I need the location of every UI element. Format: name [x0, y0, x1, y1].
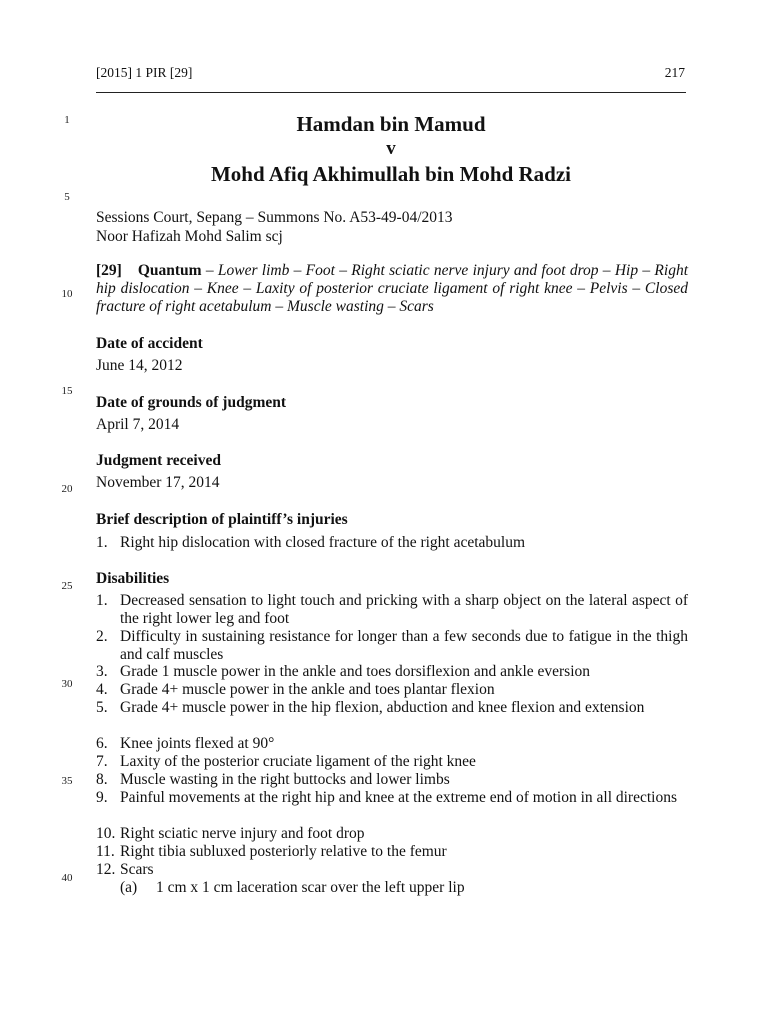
page-number: 217 — [664, 65, 685, 80]
court-line: Sessions Court, Sepang – Summons No. A53-49-04/2013 — [96, 209, 453, 226]
quantum-text: – Lower limb – Foot – Right sciatic nerve injury and foot drop – Hip – Right hip dislocation – Knee – Laxity of posterior cruciate ligament of right knee – Pelvis – Closed fracture of right acetabulum – Muscle wasting – Scars — [96, 262, 688, 315]
grounds-date: April 7, 2014 — [96, 416, 180, 433]
case-versus: v — [386, 138, 396, 159]
sub-list-item — [120, 879, 465, 897]
list-item-text: Knee joints flexed at 90° — [120, 735, 275, 752]
list-item-text: Laxity of the posterior cruciate ligament of the right knee — [120, 753, 476, 770]
list-item — [96, 699, 688, 717]
line-number: 35 — [61, 775, 73, 787]
list-item — [96, 753, 688, 771]
list-item-number: 7. — [96, 753, 108, 770]
case-reference: [29] — [96, 262, 122, 279]
list-item-text: Right tibia subluxed posteriorly relative to the femur — [120, 843, 447, 860]
quantum-label: Quantum — [137, 262, 202, 279]
received-date: November 17, 2014 — [96, 474, 220, 491]
list-item-text: Scars — [120, 861, 154, 878]
list-item-number: 9. — [96, 789, 108, 806]
list-item-text: Right sciatic nerve injury and foot drop — [120, 825, 365, 842]
list-item — [96, 825, 688, 843]
list-item — [96, 628, 688, 664]
list-item — [96, 663, 688, 681]
catchwords — [96, 262, 688, 316]
list-item-text: Painful movements at the right hip and knee at the extreme end of motion in all directions — [120, 789, 677, 806]
line-number: 10 — [61, 288, 73, 300]
line-number: 20 — [61, 483, 73, 495]
list-item-number: 8. — [96, 771, 108, 788]
disabilities-heading: Disabilities — [96, 570, 170, 587]
list-item — [96, 861, 688, 879]
list-item — [96, 681, 688, 699]
list-item-number: 11. — [96, 843, 115, 860]
injuries-heading: Brief description of plaintiff’s injuries — [96, 511, 348, 528]
received-heading: Judgment received — [96, 452, 221, 469]
list-item — [96, 789, 688, 807]
grounds-heading: Date of grounds of judgment — [96, 394, 287, 411]
list-item-text: Difficulty in sustaining resistance for longer than a few seconds due to fatigue in the thigh and calf muscles — [120, 628, 688, 663]
accident-heading: Date of accident — [96, 335, 203, 352]
case-plaintiff: Hamdan bin Mamud — [296, 112, 486, 136]
accident-date: June 14, 2012 — [96, 357, 183, 374]
list-item-text: Grade 4+ muscle power in the ankle and toes plantar flexion — [120, 681, 495, 698]
case-defendant: Mohd Afiq Akhimullah bin Mohd Radzi — [210, 162, 572, 186]
line-number: 30 — [61, 678, 73, 690]
line-number: 40 — [61, 872, 73, 884]
list-item-number: 4. — [96, 681, 108, 698]
list-item-text: Muscle wasting in the right buttocks and lower limbs — [120, 771, 450, 788]
line-number: 25 — [61, 580, 73, 592]
list-item — [96, 592, 688, 628]
list-item — [96, 771, 688, 789]
judge-line: Noor Hafizah Mohd Salim scj — [96, 228, 283, 245]
list-item-number: 1. — [96, 592, 108, 609]
list-item-text: Right hip dislocation with closed fracture of the right acetabulum — [120, 534, 526, 551]
list-item-number: 1. — [96, 534, 108, 551]
list-item — [96, 735, 688, 753]
line-number: 15 — [61, 385, 73, 397]
running-header-citation: [2015] 1 PIR [29] — [96, 65, 193, 80]
list-item-number: 6. — [96, 735, 108, 752]
sub-list-item-text: 1 cm x 1 cm laceration scar over the left upper lip — [156, 879, 465, 896]
line-number: 5 — [64, 191, 70, 203]
list-item-number: 2. — [96, 628, 108, 645]
list-item — [96, 534, 688, 552]
list-item — [96, 843, 688, 861]
line-number: 1 — [64, 114, 70, 126]
header-rule — [96, 92, 686, 93]
sub-list-item-label: (a) — [120, 879, 138, 896]
list-item-number: 10. — [96, 825, 116, 842]
list-item-text: Grade 1 muscle power in the ankle and toes dorsiflexion and ankle eversion — [120, 663, 591, 680]
list-item-text: Grade 4+ muscle power in the hip flexion, abduction and knee flexion and extension — [120, 699, 645, 716]
list-item-number: 12. — [96, 861, 116, 878]
list-item-text: Decreased sensation to light touch and pricking with a sharp object on the lateral aspect of the right lower leg and foot — [120, 592, 688, 627]
list-item-number: 5. — [96, 699, 108, 716]
list-item-number: 3. — [96, 663, 108, 680]
